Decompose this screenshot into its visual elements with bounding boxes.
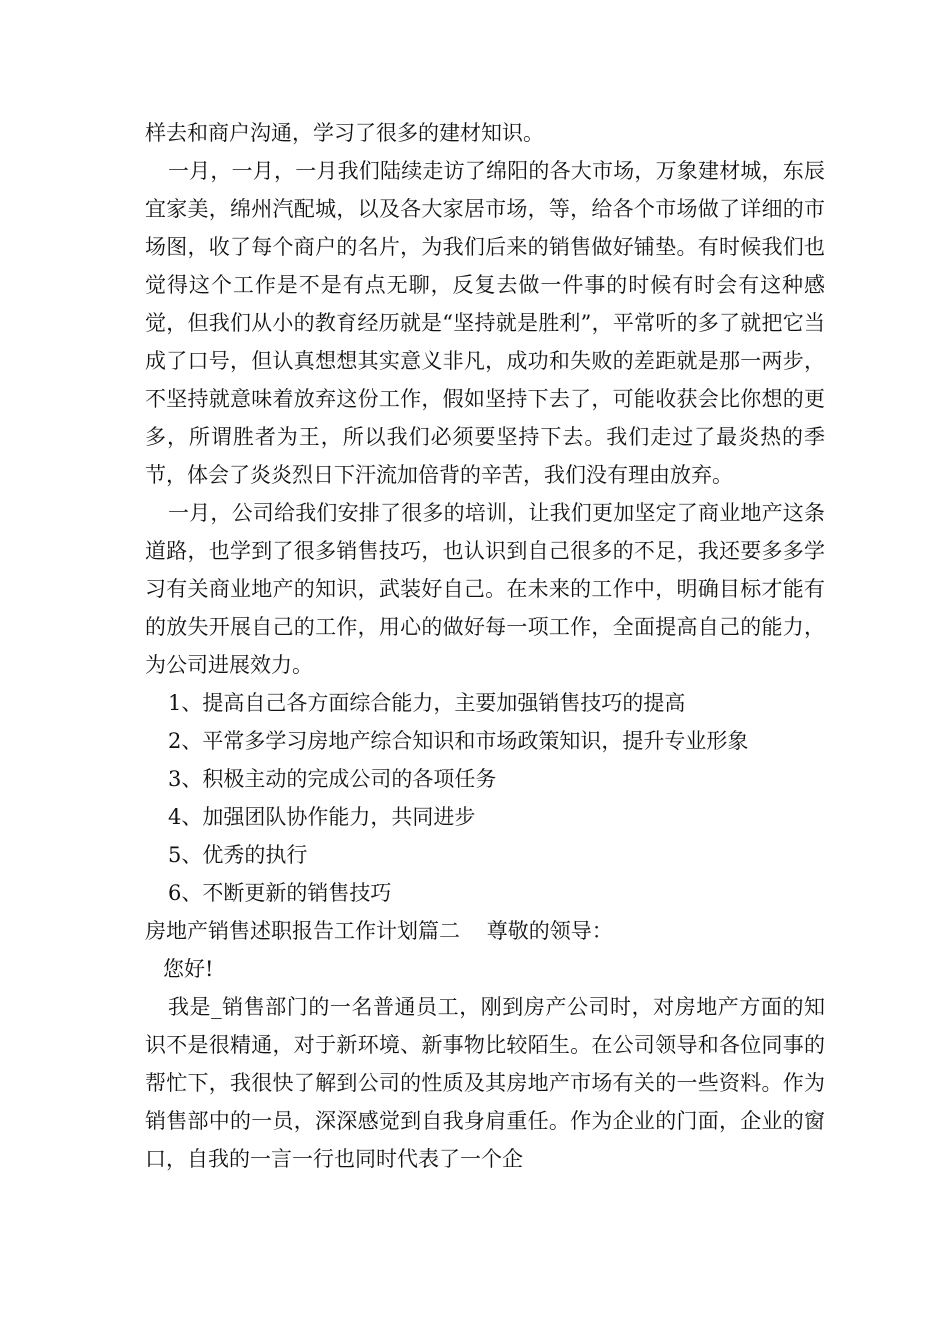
document-body xyxy=(145,114,825,1178)
list-item: 3、积极主动的完成公司的各项任务 xyxy=(168,767,497,791)
list-item: 1、提高自己各方面综合能力，主要加强销售技巧的提高 xyxy=(168,691,686,715)
list-item: 6、不断更新的销售技巧 xyxy=(168,881,392,905)
greeting: 您好! xyxy=(163,957,214,981)
work-plan-list xyxy=(145,684,825,912)
section-heading: 房地产销售述职报告工作计划篇二 xyxy=(145,919,460,943)
salutation: 尊敬的领导： xyxy=(486,919,613,943)
paragraph-self-introduction: 我是_销售部门的一名普通员工，刚到房产公司时，对房地产方面的知识不是很精通，对于新环境、新事物比较陌生。在公司领导和各位同事的帮忙下，我很快了解到公司的性质及其房地产市场有关的一些资料。作为销售部中的一员，深深感觉到自我身肩重任。作为企业的门面，企业的窗口，自我的一言一行也同时代表了一个企 xyxy=(145,995,825,1171)
paragraph-training: 一月，公司给我们安排了很多的培训，让我们更加坚定了商业地产这条道路，也学到了很多销售技巧，也认识到自己很多的不足，我还要多多学习有关商业地产的知识，武装好自己。在未来的工作中，明确目标才能有的放失开展自己的工作，用心的做好每一项工作，全面提高自己的能力，为公司进展效力。 xyxy=(145,501,825,677)
list-item: 4、加强团队协作能力，共同进步 xyxy=(168,805,476,829)
paragraph-market-visits: 一月，一月，一月我们陆续走访了绵阳的各大市场，万象建材城，东辰宜家美，绵州汽配城，以及各大家居市场，等，给各个市场做了详细的市场图，收了每个商户的名片，为我们后来的销售做好铺垫。有时候我们也觉得这个工作是不是有点无聊，反复去做一件事的时候有时会有这种感觉，但我们从小的教育经历就是“坚持就是胜利”，平常听的多了就把它当成了口号，但认真想想其实意义非凡，成功和失败的差距就是那一两步，不坚持就意味着放弃这份工作，假如坚持下去了，可能收获会比你想的更多，所谓胜者为王，所以我们必须要坚持下去。我们走过了最炎热的季节，体会了炎炎烈日下汗流加倍背的辛苦，我们没有理由放弃。 xyxy=(145,159,825,487)
list-item: 5、优秀的执行 xyxy=(168,843,308,867)
section-heading-line xyxy=(145,912,825,950)
paragraph-continuation: 样去和商户沟通，学习了很多的建材知识。 xyxy=(145,121,544,145)
list-item: 2、平常多学习房地产综合知识和市场政策知识，提升专业形象 xyxy=(168,729,749,753)
